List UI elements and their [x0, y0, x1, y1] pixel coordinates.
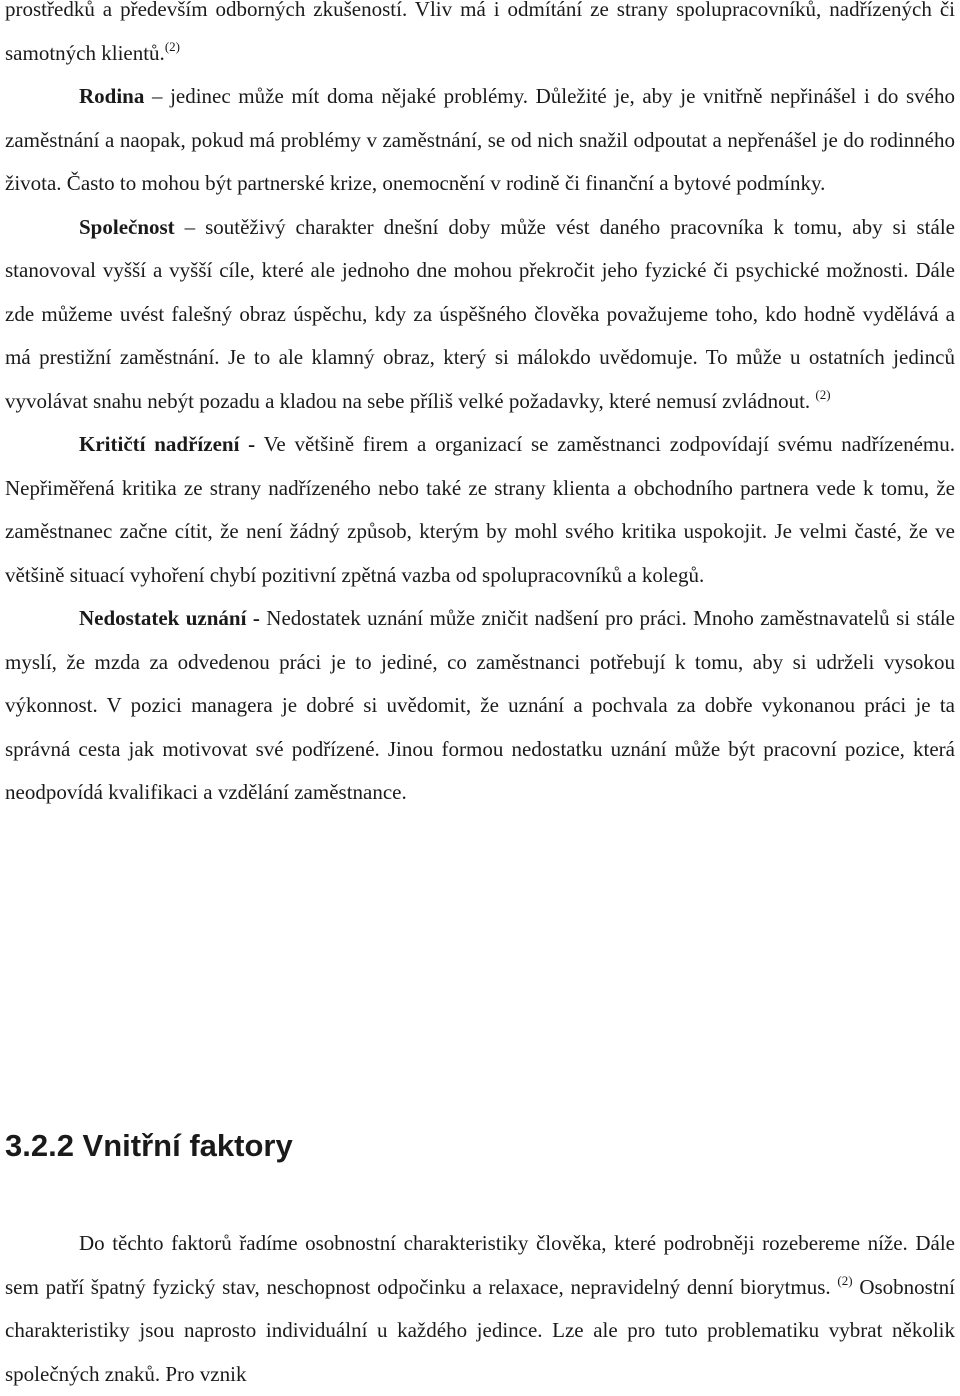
term-separator: [255, 432, 263, 456]
term-separator: –: [174, 214, 206, 239]
term-heading: Rodina: [79, 84, 145, 108]
term-heading: Kritičtí nadřízení -: [79, 432, 256, 456]
paragraph-text: soutěživý charakter dnešní doby může vést daného pracovníka k tomu, aby si stále stanovoval vyšší a vyšší cíle, které ale jednoho dne mohou překročit jeho fyzické či psychické možnosti. Dále zde můžeme uvést falešný obraz úspěchu, kdy za úspěšného člověka považujeme toho, kdo hodně vydělává a má prestižní zaměstnání. Je to ale klamný obraz, který si málokdo uvědomuje. To může u ostatních jedinců vyvolávat snahu nebýt pozadu a kladou na sebe příliš velké požadavky, které nemusí zvládnout.: [5, 214, 955, 413]
section-heading: 3.2.2 Vnitřní faktory: [5, 1128, 293, 1163]
paragraph-lack-of-recognition: [5, 597, 955, 815]
citation-reference: (2): [164, 38, 180, 54]
citation-reference: (2): [815, 386, 831, 402]
paragraph-family: [5, 75, 955, 206]
paragraph-text: Do těchto faktorů řadíme osobnostní charakteristiky člověka, které podrobněji rozebereme níže. Dále sem patří špatný fyzický stav, neschopnost odpočinku a relaxace, nepravidelný denní biorytmus.: [5, 1231, 955, 1299]
paragraph-text: Nedostatek uznání může zničit nadšení pro práci. Mnoho zaměstnavatelů si stále myslí, že mzda za odvedenou práci je to jediné, co zaměstnanci potřebují k tomu, aby si udrželi vysokou výkonnost. V pozici managera je dobré si uvědomit, že uznání a pochvala za dobře vykonanou práci je ta správná cesta jak motivovat své podřízené. Jinou formou nedostatku uznání může být pracovní pozice, která neodpovídá kvalifikaci a vzdělání zaměstnance.: [5, 606, 956, 804]
paragraph-text: prostředků a především odborných zkušeností. Vliv má i odmítání ze strany spolupracovníků, nadřízených či samotných klientů.: [5, 0, 955, 65]
document-page: [5, 0, 956, 1386]
paragraph-critical-supervisors: [5, 423, 955, 597]
term-separator: –: [144, 84, 171, 108]
term-heading: Nedostatek uznání -: [79, 606, 260, 630]
paragraph-internal-factors: [5, 1222, 955, 1396]
citation-reference: (2): [837, 1272, 853, 1288]
paragraph-text-continued: Osobnostní charakteristiky jsou naprosto individuální u každého jedince. Lze ale pro tuto problematiku vybrat několik společných znaků. Pro vznik: [5, 1274, 955, 1386]
paragraph-text: Ve většině firem a organizací se zaměstnanci zodpovídají svému nadřízenému. Nepřiměřená kritika ze strany nadřízeného nebo také ze strany klienta a obchodního partnera vede k tomu, že zaměstnanec začne cítit, že není žádný způsob, kterým by mohl svého kritika uspokojit. Je velmi časté, že ve většině situací vyhoření chybí pozitivní zpětná vazba od spolupracovníků a kolegů.: [5, 432, 955, 587]
term-heading: Společnost: [79, 214, 175, 239]
section-body: [5, 1222, 955, 1396]
paragraph-society: [5, 206, 955, 424]
paragraph-intro: [5, 0, 955, 75]
paragraph-text: jedinec může mít doma nějaké problémy. Důležité je, aby je vnitřně nepřinášel i do svého zaměstnání a naopak, pokud má problémy v zaměstnání, se od nich snažil odpoutat a nepřenášel je do rodinného života. Často to mohou být partnerské krize, onemocnění v rodině či finanční a bytové podmínky.: [5, 84, 955, 195]
